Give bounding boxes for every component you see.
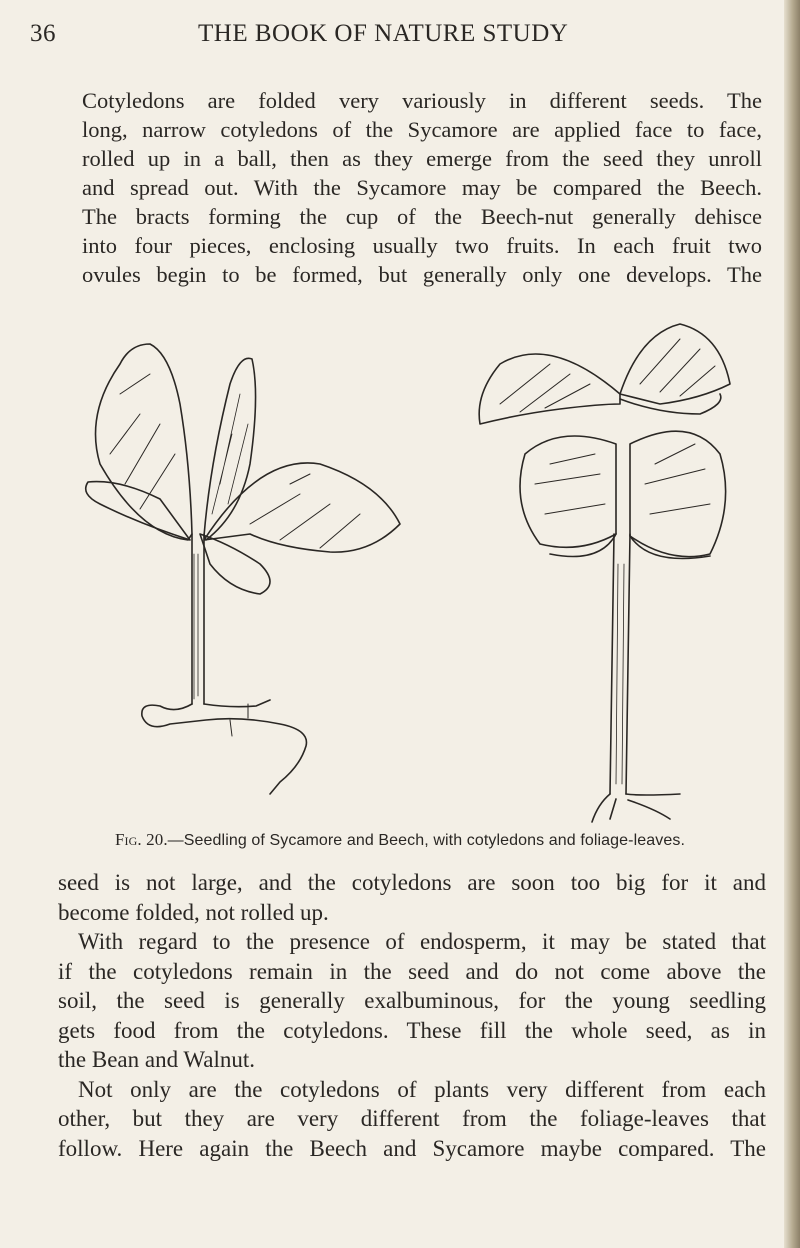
text-line: soil, the seed is generally exalbuminous, for the young seedling [58, 988, 766, 1013]
text-line: long, narrow cotyledons of the Sycamore are applied face to face, [82, 117, 762, 142]
text-line: the Bean and Walnut. [58, 1047, 256, 1072]
text-line: rolled up in a ball, then as they emerge from the seed they unroll [82, 146, 762, 171]
paragraph-top [82, 86, 762, 289]
text-line: follow. Here again the Beech and Sycamore maybe compared. The [58, 1135, 766, 1161]
text-line: ovules begin to be formed, but generally only one develops. The [82, 262, 762, 287]
text-line: Cotyledons are folded very variously in different seeds. The [82, 88, 762, 113]
text-line: other, but they are very different from the foliage-leaves that [58, 1106, 766, 1131]
text-line: gets food from the cotyledons. These fill the whole seed, as in [58, 1017, 766, 1043]
page-number: 36 [30, 20, 56, 47]
seedling-illustration [80, 304, 740, 824]
figure-caption-text: —Seedling of Sycamore and Beech, with cotyledons and foliage-leaves. [167, 832, 685, 849]
text-line: and spread out. With the Sycamore may be compared the Beech. [82, 175, 762, 200]
figure-caption [0, 830, 800, 850]
text-line: become folded, not rolled up. [58, 899, 329, 925]
figure-label: Fig. 20. [115, 830, 168, 849]
beech-seedling [479, 324, 730, 822]
running-title: THE BOOK OF NATURE STUDY [198, 20, 569, 47]
text-line: With regard to the presence of endosperm, it may be stated that [78, 929, 766, 954]
text-line: seed is not large, and the cotyledons are soon too big for it and [58, 870, 766, 895]
text-line: if the cotyledons remain in the seed and do not come above the [58, 958, 766, 984]
text-line: into four pieces, enclosing usually two fruits. In each fruit two [82, 233, 762, 258]
text-line: The bracts forming the cup of the Beech-nut generally dehisce [82, 204, 762, 229]
sycamore-seedling [86, 344, 400, 794]
page-edge [784, 0, 800, 1248]
text-line: Not only are the cotyledons of plants very different from each [78, 1076, 766, 1102]
paragraph-bottom [58, 868, 766, 1163]
